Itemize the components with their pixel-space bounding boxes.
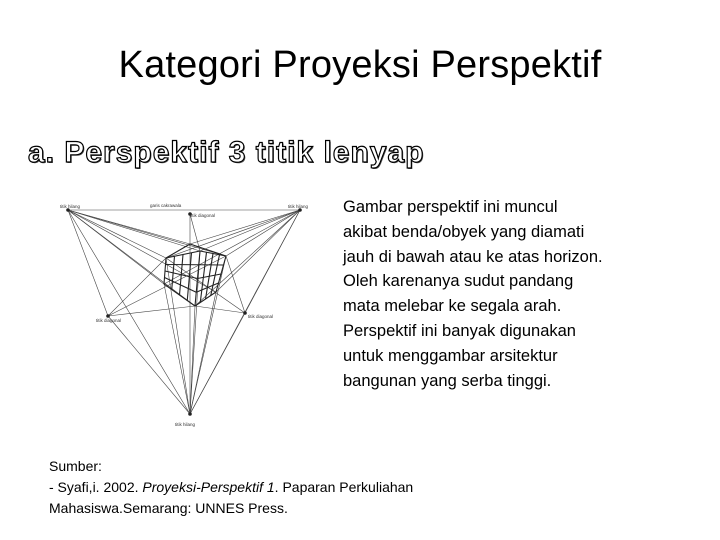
construction-line [190, 256, 226, 414]
label-diagonal-upper: titik diagonal [190, 213, 216, 218]
construction-line [68, 210, 190, 414]
construction-line [166, 258, 190, 414]
slide-title: Kategori Proyeksi Perspektif [118, 44, 602, 86]
vanishing-point [188, 412, 192, 416]
description-line: bangunan yang serba tinggi. [343, 371, 552, 390]
construction-line [226, 210, 300, 256]
construction-line [68, 210, 216, 292]
construction-line [108, 258, 166, 316]
source-book-title: Proyeksi-Perspektif 1 [142, 479, 275, 495]
description-line: mata melebar ke segala arah. [343, 297, 562, 316]
source-publisher-line: Mahasiswa.Semarang: UNNES Press. [49, 500, 288, 516]
three-point-perspective-diagram [40, 198, 340, 430]
diagonal-point [243, 311, 247, 315]
construction-line [68, 210, 108, 316]
construction-line [108, 316, 190, 414]
cube-edge [190, 244, 226, 256]
construction-line [68, 210, 200, 251]
description-line: Oleh karenanya sudut pandang [343, 272, 574, 291]
source-heading: Sumber: [49, 458, 102, 474]
description-line: jauh di bawah atau ke atas horizon. [343, 247, 603, 266]
construction-line [226, 256, 245, 313]
source-citation [49, 456, 529, 519]
source-publication-info: . Paparan Perkuliahan [274, 479, 414, 495]
construction-line [195, 210, 300, 306]
source-reference-line [49, 477, 529, 498]
construction-line [164, 284, 190, 414]
construction-line [108, 306, 195, 316]
construction-line [68, 210, 190, 244]
label-horizon-line: garis cakrawala [150, 203, 182, 208]
label-vanishing-top-right: titik hilang [288, 204, 309, 209]
section-heading: a. Perspektif 3 titik lenyap [28, 136, 425, 169]
label-diagonal-left: titik diagonal [96, 318, 122, 323]
description-line: akibat benda/obyek yang diamati [343, 222, 585, 241]
construction-line [216, 210, 300, 292]
description-line: Gambar perspektif ini muncul [343, 198, 558, 216]
description-text [343, 195, 663, 393]
label-diagonal-right: titik diagonal [248, 314, 274, 319]
description-line: Perspektif ini banyak digunakan [343, 321, 576, 340]
construction-line [166, 210, 300, 258]
label-vanishing-bottom: titik hilang [175, 422, 196, 427]
construction-line [190, 306, 195, 414]
source-author-year: - Syafi,i. 2002. [49, 479, 143, 495]
description-line: untuk menggambar arsitektur [343, 346, 558, 365]
construction-line [195, 306, 245, 313]
label-vanishing-top-left: titik hilang [60, 204, 81, 209]
construction-line [68, 210, 164, 284]
